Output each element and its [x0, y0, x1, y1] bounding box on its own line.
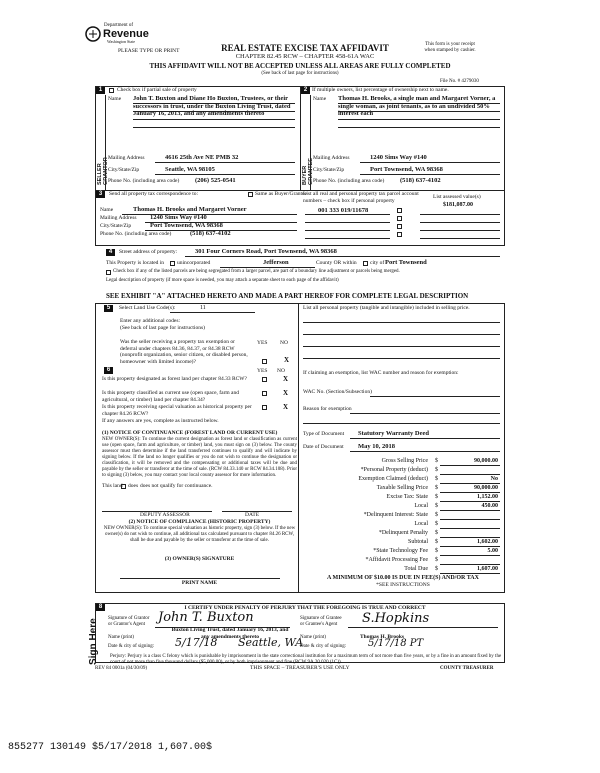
does-checkbox[interactable]: [121, 484, 126, 489]
calc-label: Exemption Claimed (deduct): [358, 476, 428, 482]
tax-name: Thomas H. Brooks and Margaret Vorner: [133, 206, 247, 213]
segregated-label: Check box if any of the listed parcels are being segregated from a larger parcel, are part of a boundary line adjustment or parcels being merged.: [113, 269, 400, 274]
calc-value: 450.00: [481, 503, 498, 509]
grantee-sig-label: Signature of Grantee or Grantee's Agent: [300, 616, 342, 627]
calc-label: Taxable Selling Price: [376, 485, 428, 491]
calc-underline: [440, 555, 500, 556]
calc-underline: [440, 510, 500, 511]
calc-value: 1,607.00: [477, 566, 498, 572]
unincorporated-checkbox[interactable]: [170, 261, 175, 266]
doc-type: Statutory Warranty Deed: [358, 430, 430, 437]
file-number: File No. # 4279030: [440, 79, 479, 84]
buyer-address-label: Mailing Address: [313, 155, 350, 161]
seller-name: John T. Buxton and Diane Ho Buxton, Trustees, or their successors in trust, under the Buxton Living Trust, dated January 16, 2013, and any amendments thereto: [133, 95, 291, 117]
land-use-code: 11: [200, 305, 206, 311]
calc-value: 90,000.00: [474, 458, 498, 464]
calc-underline: [440, 465, 500, 466]
street-label: Street address of property:: [119, 249, 178, 255]
does-label: does: [128, 483, 139, 489]
owner-sig-label: (3) OWNER(S) SIGNATURE: [164, 556, 235, 562]
receipt-note-1: This form is your receipt: [425, 42, 475, 47]
calc-label: Excise Tax: State: [386, 494, 428, 500]
tax-city: Port Townsend, WA 98368: [150, 222, 223, 229]
calc-underline: [440, 573, 500, 574]
receipt-stamp: 855277 130149 $5/17/2018 1,607.00$: [8, 742, 213, 753]
calc-value: 1,602.00: [477, 539, 498, 545]
calc-label: *Personal Property (deduct): [360, 467, 428, 473]
parcel-checkbox-3[interactable]: [397, 224, 402, 229]
dollar-sign: $: [435, 485, 438, 491]
within-city-checkbox[interactable]: [363, 261, 368, 266]
calc-underline: [440, 528, 500, 529]
form-chapter: CHAPTER 82.45 RCW – CHAPTER 458-61A WAC: [235, 53, 375, 60]
partial-sale-checkbox[interactable]: [109, 88, 114, 93]
q3-yes-checkbox[interactable]: [262, 391, 267, 396]
legal-label: Legal description of property (if more space is needed, you may attach a separate sheet to each page of the affidavit): [106, 278, 339, 283]
section-6-marker: 6: [104, 367, 113, 374]
additional-codes-label: Enter any additional codes:: [120, 318, 181, 324]
tax-address: 1240 Sims Way #140: [150, 214, 207, 221]
street-address: 301 Four Corners Road, Port Townsend, WA 98368: [195, 248, 337, 255]
grantee-name-label: Name (print): [300, 635, 326, 640]
dept-line2: Washington State: [107, 39, 136, 44]
buyer-name: Thomas H. Brooks, a single man and Margaret Vorner, a single woman, as joint tenants, as to an undivided 50% interest each: [338, 95, 496, 117]
calc-underline: [440, 492, 500, 493]
county-treasurer: COUNTY TREASURER: [440, 666, 494, 671]
calc-underline: [440, 537, 500, 538]
rev-number: REV 84 0001a (04/30/09): [95, 666, 147, 671]
calc-label: *Delinquent Penalty: [378, 530, 428, 536]
dollar-sign: $: [435, 521, 438, 527]
calc-label: *Delinquent Interest: State: [363, 512, 428, 518]
parcel-checkbox-4[interactable]: [397, 232, 402, 237]
section-1-marker: 1: [96, 87, 105, 94]
q1-no-answer: X: [284, 356, 290, 364]
dollar-sign: $: [435, 548, 438, 554]
forest-land-question: Is this property designated as forest land per chapter 84.33 RCW?: [102, 376, 247, 382]
city-value: Port Townsend: [385, 259, 427, 266]
exhibit-text: SEE EXHIBIT "A" ATTACHED HERETO AND MADE A PART HEREOF FOR COMPLETE LEGAL DESCRIPTION: [106, 292, 469, 300]
doc-date: May 10, 2018: [358, 443, 396, 450]
section-5-marker: 5: [104, 305, 113, 312]
dollar-sign: $: [435, 494, 438, 500]
calc-label: Subtotal: [407, 539, 428, 545]
dollar-sign: $: [435, 476, 438, 482]
dept-line1: Department of: [104, 23, 134, 28]
parcels-header-2: numbers – check box if personal property: [303, 198, 395, 204]
segregated-checkbox[interactable]: [106, 270, 111, 275]
exemption-question: Was the seller receiving a property tax exemption or deferral under chapters 84.36, 84.37, or 84.38 RCW (nonprofit organization, senior citizen, or disabled person, homeowner with limited income)?: [120, 339, 248, 365]
minimum-fee-note: A MINIMUM OF $10.00 IS DUE IN FEE(S) AND/OR TAX: [327, 575, 479, 581]
doc-type-label: Type of Document: [303, 431, 345, 437]
buyer-phone: (518) 637-4102: [400, 177, 441, 184]
perjury-note: Perjury: Perjury is a class C felony which is punishable by imprisonment in the state correctional institution for a maximum term of not more than five years, or by a fine in an amount fixed by the court of not more than five thousand dollars ($5,000.00), or by both imprisonment and fine (RCW 9A.20.020 (1C)).: [110, 654, 502, 665]
calc-value: 90,000.00: [474, 485, 498, 491]
same-as-buyer-label: Same as Buyer/Grantee: [255, 191, 307, 197]
same-as-buyer-checkbox[interactable]: [248, 192, 253, 197]
seller-city-label: City/State/Zip: [108, 167, 140, 173]
grantor-city: Seattle, WA: [238, 636, 304, 649]
calc-label: Local: [414, 521, 428, 527]
dollar-sign: $: [435, 467, 438, 473]
current-use-question: Is this property classified as current use (open space, farm and agricultural, or timber) land per chapter 84.34?: [102, 390, 239, 403]
q1-yes-checkbox[interactable]: [262, 359, 267, 364]
calc-underline: [440, 474, 500, 475]
grantor-date-label: Date & city of signing:: [108, 644, 155, 649]
calc-underline: [440, 564, 500, 565]
q4-no-answer: X: [283, 403, 289, 411]
seller-name-label: Name: [108, 96, 122, 102]
parcels-header-1: List all real and personal property tax parcel account: [303, 191, 419, 197]
seller-phone-label: Phone No. (including area code): [108, 178, 180, 184]
assessed-header: List assessed value(s): [433, 194, 481, 200]
buyer-name-label: Name: [313, 96, 327, 102]
see-back-label: (See back of last page for instructions): [120, 325, 205, 331]
dollar-sign: $: [435, 512, 438, 518]
assessed-value: $181,087.00: [443, 202, 473, 208]
notice1-title: (1) NOTICE OF CONTINUANCE (FOREST LAND OR CURRENT USE): [102, 430, 278, 436]
grantee-date: 5/17/18 PT: [368, 638, 424, 649]
calc-underline: [440, 501, 500, 502]
tax-city-label: City/State/Zip: [100, 223, 132, 229]
section-8-marker: 8: [96, 604, 105, 611]
treasurer-use-only: THIS SPACE – TREASURER'S USE ONLY: [250, 665, 350, 671]
dollar-sign: $: [435, 566, 438, 572]
claiming-exemption-label: If claiming an exemption, list WAC number and reason for exemption:: [303, 370, 459, 376]
section-2-marker: 2: [301, 87, 310, 94]
grantor-name: Buxton Living Trust, dated January 16, 2013, and any amendments thereto: [171, 627, 289, 640]
tax-corr-label: Send all property tax correspondence to:: [109, 191, 199, 197]
grantor-sig-label: Signature of Grantor or Grantor's Agent: [108, 616, 150, 627]
q2-no-answer: X: [283, 375, 289, 383]
seller-phone: (206) 525-0541: [195, 177, 236, 184]
q3-no-answer: X: [283, 389, 289, 397]
if-yes-note: If any answers are yes, complete as instructed below.: [102, 418, 219, 424]
certify-title: I CERTIFY UNDER PENALTY OF PERJURY THAT THE FOREGOING IS TRUE AND CORRECT: [184, 605, 426, 611]
unincorporated-label: unincorporated: [177, 260, 211, 266]
sign-here-label: Sign Here: [88, 618, 99, 665]
calc-label: *State Technology Fee: [373, 548, 428, 554]
see-instructions: (See back of last page for instructions): [261, 71, 339, 76]
parcel-number: 001 333 019/11678: [318, 207, 369, 214]
land-use-label: Select Land Use Code(s):: [119, 305, 176, 311]
personal-property-label: List all personal property (tangible and intangible) included in selling price.: [303, 305, 470, 311]
section-4-marker: 4: [106, 249, 115, 256]
buyer-note: If multiple owners, list percentage of ownership next to name.: [312, 87, 449, 93]
no-header-1: NO: [280, 340, 288, 346]
dollar-sign: $: [435, 557, 438, 563]
yes-header-1: YES: [257, 340, 268, 346]
calc-label: Gross Selling Price: [381, 458, 428, 464]
calc-underline: [440, 546, 500, 547]
historic-question: Is this property receiving special valuation as historical property per chapter 84.26 RCW?: [102, 404, 252, 417]
grantee-name: Thomas H. Brooks: [360, 634, 405, 640]
does-not-label: does not qualify for continuance.: [140, 483, 213, 489]
tax-address-label: Mailing Address: [100, 215, 137, 221]
buyer-side-label: BUYER GRANTEE: [302, 158, 314, 185]
dollar-sign: $: [435, 458, 438, 464]
parcel-checkbox-2[interactable]: [397, 216, 402, 221]
county-value: Jefferson: [263, 259, 289, 266]
tax-phone: (518) 637-4102: [190, 230, 231, 237]
grantor-date: 5/17/18: [175, 636, 218, 649]
county-label: County OR within: [316, 260, 357, 266]
notice2-body: NEW OWNER(S): To continue special valuation as historic property, sign (3) below. If the new owner(s) do not wish to continue, all additional tax calculated pursuant to chapter 84.26 RCW, shall be due and payable by the seller or transferor at the time of sale.: [103, 526, 296, 543]
calc-underline: [440, 519, 500, 520]
reason-label: Reason for exemption: [303, 406, 352, 412]
buyer-phone-label: Phone No. (including area code): [313, 178, 385, 184]
notice1-body: NEW OWNER(S): To continue the current designation as forest land or classification as current use (open space, farm and agriculture, or timber) land, you must sign on (3) below. The county assessor must then determine if the land transferred continues to qualify and will indicate by signing below. If the land no longer qualifies or you do not wish to continue the designation or classification, it will be removed and the compensating or additional taxes will be due and payable by the seller or transferor at the time of sale. (RCW 84.33.140 or RCW 84.34.108). Prior to signing (3) below, you may contact your local county assessor for more information.: [102, 437, 297, 478]
calc-label: Local: [414, 503, 428, 509]
tax-name-label: Name: [100, 207, 114, 213]
form-title: REAL ESTATE EXCISE TAX AFFIDAVIT: [221, 43, 389, 53]
parcel-checkbox-1[interactable]: [397, 208, 402, 213]
no-header-2: NO: [277, 368, 285, 374]
buyer-city: Port Townsend, WA 98368: [370, 166, 443, 173]
dollar-sign: $: [435, 503, 438, 509]
dept-name: Revenue: [103, 28, 149, 40]
city-of-label: city of: [370, 260, 385, 266]
please-type: PLEASE TYPE OR PRINT: [118, 48, 180, 54]
q2-yes-checkbox[interactable]: [262, 377, 267, 382]
seller-side-label: SELLER GRANTOR: [97, 157, 109, 185]
located-label: This Property is located in: [106, 260, 165, 266]
calc-value: 1,152.00: [477, 494, 498, 500]
calc-label: *Affidavit Processing Fee: [365, 557, 428, 563]
seal-icon: [85, 26, 101, 42]
warning-text: THIS AFFIDAVIT WILL NOT BE ACCEPTED UNLESS ALL AREAS ARE FULLY COMPLETED: [149, 62, 451, 70]
grantor-signature: John T. Buxton: [158, 610, 254, 625]
grantee-signature: S.Hopkins: [362, 611, 430, 626]
dor-logo: [85, 23, 149, 45]
doc-date-label: Date of Document: [303, 444, 344, 450]
q4-yes-checkbox[interactable]: [262, 405, 267, 410]
calc-underline: [440, 483, 500, 484]
grantor-name-label: Name (print): [108, 635, 134, 640]
see-instructions-note: *SEE INSTRUCTIONS: [376, 582, 430, 588]
notice2-title: (2) NOTICE OF COMPLIANCE (HISTORIC PROPERTY): [128, 519, 271, 525]
date-label: DATE: [245, 512, 260, 518]
this-land-label: This land: [102, 483, 123, 489]
tax-phone-label: Phone No. (including area code): [100, 231, 172, 237]
calc-label: Total Due: [404, 566, 428, 572]
wac-label: WAC No. (Section/Subsection): [303, 389, 372, 395]
seller-address-label: Mailing Address: [108, 155, 145, 161]
receipt-note-2: when stamped by cashier.: [424, 48, 476, 53]
seller-address: 4616 25th Ave NE PMB 32: [165, 154, 239, 161]
dollar-sign: $: [435, 530, 438, 536]
print-name-label: PRINT NAME: [181, 580, 218, 586]
buyer-city-label: City/State/Zip: [313, 167, 345, 173]
grantee-date-label: Date & city of signing:: [300, 644, 347, 649]
calc-value: 5.00: [487, 548, 498, 554]
yes-header-2: YES: [257, 368, 268, 374]
buyer-address: 1240 Sims Way #140: [370, 154, 427, 161]
section-3-marker: 3: [96, 191, 105, 198]
deputy-assessor-label: DEPUTY ASSESSOR: [140, 512, 190, 518]
seller-city: Seattle, WA 98105: [165, 166, 215, 173]
dollar-sign: $: [435, 539, 438, 545]
calc-value: No: [490, 476, 498, 482]
partial-sale-label: Check box if partial sale of property: [117, 87, 197, 93]
